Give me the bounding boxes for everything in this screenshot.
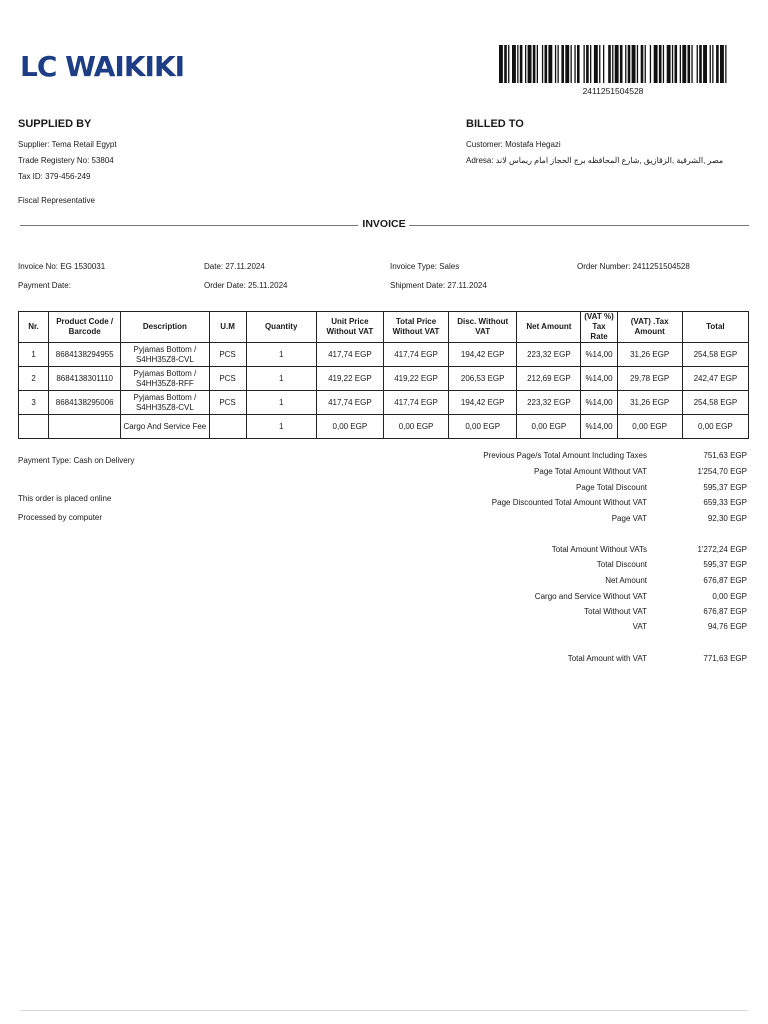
cell-discount: 0,00 EGP [449, 415, 517, 439]
barcode-bar [637, 45, 638, 83]
barcode-bar [720, 45, 724, 83]
barcode-bar [504, 45, 507, 83]
cell-quantity: 1 [246, 415, 316, 439]
cell-description: Pyjamas Bottom / S4HH35Z8-CVL [121, 391, 209, 415]
summary-value: 751,63 EGP [703, 451, 747, 460]
barcode-bar [672, 45, 673, 83]
summary-label: Total Without VAT [584, 607, 647, 616]
barcode-bar [499, 45, 503, 83]
cell-nr: 3 [19, 391, 49, 415]
barcode-bar [710, 45, 711, 83]
cell-tax-rate: %14,00 [581, 415, 617, 439]
barcode-bar [675, 45, 678, 83]
cell-product-code: 8684138295006 [49, 391, 121, 415]
cell-quantity: 1 [246, 391, 316, 415]
barcode-image [499, 45, 727, 83]
cell-quantity: 1 [246, 343, 316, 367]
tax-id: Tax ID: 379-456-249 [18, 172, 91, 181]
barcode-bar [725, 45, 726, 83]
supplier-name: Supplier: Tema Retail Egypt [18, 140, 117, 149]
customer-address: Adresa: مصر ,الشرقية ,الزقازيق ,شارع المحافظه برج الحجاز امام ريماس لاند [466, 156, 724, 165]
cell-product-code: 8684138301110 [49, 367, 121, 391]
barcode-bar [584, 45, 585, 83]
table-row [19, 367, 749, 391]
barcode-bar [512, 45, 516, 83]
order-number: Order Number: 2411251504528 [577, 262, 690, 271]
cell-unit-price: 419,22 EGP [316, 367, 383, 391]
summary-label: Page Total Amount Without VAT [534, 467, 647, 476]
header-nr: Nr. [19, 312, 49, 343]
cell-discount: 206,53 EGP [449, 367, 517, 391]
barcode-bar [555, 45, 556, 83]
table-header-row [19, 312, 749, 343]
cell-tax-rate: %14,00 [581, 343, 617, 367]
barcode-bar [682, 45, 686, 83]
customer-name: Customer: Mostafa Hegazi [466, 140, 561, 149]
cell-tax-amount: 31,26 EGP [617, 343, 682, 367]
cell-net-amount: 223,32 EGP [517, 343, 581, 367]
footer-divider [20, 1010, 748, 1011]
cell-net-amount: 212,69 EGP [517, 367, 581, 391]
summary-label: Total Amount Without VATs [551, 545, 647, 554]
header-total: Total [682, 312, 748, 343]
barcode-bar [594, 45, 598, 83]
cell-um: PCS [209, 343, 246, 367]
barcode-bar [620, 45, 623, 83]
invoice-items-table [18, 311, 749, 439]
cell-description: Pyjamas Bottom / S4HH35Z8-RFF [121, 367, 209, 391]
summary-value: 676,87 EGP [703, 576, 747, 585]
cell-total-price: 417,74 EGP [383, 343, 448, 367]
billed-to-title: BILLED TO [466, 118, 524, 130]
supplied-by-title: SUPPLIED BY [18, 118, 92, 130]
barcode-bar [712, 45, 713, 83]
cell-description: Pyjamas Bottom / S4HH35Z8-CVL [121, 343, 209, 367]
cell-net-amount: 223,32 EGP [517, 391, 581, 415]
barcode-bar [612, 45, 613, 83]
placed-online-note: This order is placed online [18, 494, 112, 503]
cell-unit-price: 417,74 EGP [316, 343, 383, 367]
cell-discount: 194,42 EGP [449, 343, 517, 367]
header-tax-amount: (VAT) .Tax Amount [617, 312, 682, 343]
cell-tax-amount: 0,00 EGP [617, 415, 682, 439]
summary-label: Cargo and Service Without VAT [534, 592, 647, 601]
summary-label: Page VAT [611, 514, 647, 523]
barcode-bar [625, 45, 626, 83]
order-date: Order Date: 25.11.2024 [204, 281, 288, 290]
barcode-bar [571, 45, 572, 83]
summary-label: Net Amount [605, 576, 647, 585]
summary-label: VAT [632, 622, 647, 631]
barcode-bar [561, 45, 564, 83]
barcode-bar [542, 45, 543, 83]
header-um: U.M [209, 312, 246, 343]
barcode-bar [548, 45, 552, 83]
header-unit-price: Unit Price Without VAT [316, 312, 383, 343]
payment-date: Payment Date: [18, 281, 71, 290]
invoice-type: Invoice Type: Sales [390, 262, 460, 271]
cell-total-price: 419,22 EGP [383, 367, 448, 391]
summary-value: 771,63 EGP [703, 654, 747, 663]
cell-tax-amount: 29,78 EGP [617, 367, 682, 391]
cell-nr: 1 [19, 343, 49, 367]
barcode-bar [691, 45, 692, 83]
barcode-bar [574, 45, 575, 83]
barcode-bar [697, 45, 698, 83]
summary-value: 0,00 EGP [712, 592, 747, 601]
header-quantity: Quantity [246, 312, 316, 343]
barcode-bar [628, 45, 631, 83]
invoice-date: Date: 27.11.2024 [204, 262, 265, 271]
barcode-bar [586, 45, 589, 83]
barcode-bar [654, 45, 658, 83]
barcode-bar [565, 45, 569, 83]
divider-left [20, 225, 358, 226]
header-net-amount: Net Amount [517, 312, 581, 343]
header-product-code: Product Code / Barcode [49, 312, 121, 343]
barcode-bar [680, 45, 681, 83]
table-row [19, 415, 749, 439]
table-row [19, 343, 749, 367]
summary-label: Page Discounted Total Amount Without VAT [491, 498, 647, 507]
barcode-bar [650, 45, 651, 83]
barcode-bar [703, 45, 707, 83]
summary-value: 1'254,70 EGP [697, 467, 747, 476]
cell-um [209, 415, 246, 439]
fiscal-representative: Fiscal Representative [18, 196, 95, 205]
processed-note: Processed by computer [18, 513, 103, 522]
table-row [19, 391, 749, 415]
summary-label: Page Total Discount [575, 483, 647, 492]
cell-nr [19, 415, 49, 439]
barcode-bar [632, 45, 636, 83]
cell-description: Cargo And Service Fee [121, 415, 209, 439]
summary-value: 595,37 EGP [703, 483, 747, 492]
barcode-bar [577, 45, 580, 83]
shipment-date: Shipment Date: 27.11.2024 [390, 281, 487, 290]
cell-total-price: 417,74 EGP [383, 391, 448, 415]
barcode-bar [517, 45, 518, 83]
barcode-bar [688, 45, 691, 83]
barcode-bar [599, 45, 600, 83]
barcode-bar [590, 45, 591, 83]
invoice-number: Invoice No: EG 1530031 [18, 262, 106, 271]
brand-logo: LC WAIKIKI [20, 50, 185, 83]
barcode-bar [528, 45, 532, 83]
summary-value: 659,33 EGP [703, 498, 747, 507]
header-tax-rate: (VAT %) Tax Rate [581, 312, 617, 343]
cell-unit-price: 0,00 EGP [316, 415, 383, 439]
header-total-price: Total Price Without VAT [383, 312, 448, 343]
cell-unit-price: 417,74 EGP [316, 391, 383, 415]
cell-quantity: 1 [246, 367, 316, 391]
barcode-bar [663, 45, 664, 83]
invoice-title: INVOICE [362, 218, 406, 230]
header-description: Description [121, 312, 209, 343]
summary-value: 92,30 EGP [707, 514, 747, 523]
barcode-bar [558, 45, 559, 83]
barcode-bar [508, 45, 509, 83]
barcode-bar [659, 45, 662, 83]
summary-value: 676,87 EGP [703, 607, 747, 616]
barcode-bar [537, 45, 538, 83]
barcode-bar [645, 45, 646, 83]
summary-value: 595,37 EGP [703, 560, 747, 569]
cell-um: PCS [209, 367, 246, 391]
divider-right [409, 225, 749, 226]
summary-value: 94,76 EGP [707, 622, 747, 631]
cell-total-price: 0,00 EGP [383, 415, 448, 439]
summary-label: Total Discount [596, 560, 647, 569]
cell-tax-amount: 31,26 EGP [617, 391, 682, 415]
cell-nr: 2 [19, 367, 49, 391]
cell-product-code [49, 415, 121, 439]
barcode-bar [667, 45, 671, 83]
trade-registry: Trade Registery No: 53804 [18, 156, 114, 165]
cell-total: 254,58 EGP [682, 343, 748, 367]
barcode-bar [545, 45, 548, 83]
barcode-bar [641, 45, 644, 83]
summary-label: Previous Page/s Total Amount Including Taxes [483, 451, 647, 460]
summary-value: 1'272,24 EGP [697, 545, 747, 554]
cell-total: 0,00 EGP [682, 415, 748, 439]
barcode-bar [699, 45, 702, 83]
barcode-bar [525, 45, 526, 83]
cell-net-amount: 0,00 EGP [517, 415, 581, 439]
barcode-bar [608, 45, 611, 83]
cell-tax-rate: %14,00 [581, 391, 617, 415]
summary-label: Total Amount with VAT [567, 654, 647, 663]
cell-total: 254,58 EGP [682, 391, 748, 415]
header-discount: Disc. Without VAT [449, 312, 517, 343]
barcode-bar [520, 45, 523, 83]
cell-tax-rate: %14,00 [581, 367, 617, 391]
barcode-bar [603, 45, 604, 83]
barcode-bar [533, 45, 536, 83]
barcode-number: 2411251504528 [582, 86, 644, 96]
barcode-bar [716, 45, 719, 83]
barcode-bar [615, 45, 619, 83]
cell-total: 242,47 EGP [682, 367, 748, 391]
cell-um: PCS [209, 391, 246, 415]
payment-type: Payment Type: Cash on Delivery [18, 456, 135, 465]
cell-product-code: 8684138294955 [49, 343, 121, 367]
cell-discount: 194,42 EGP [449, 391, 517, 415]
